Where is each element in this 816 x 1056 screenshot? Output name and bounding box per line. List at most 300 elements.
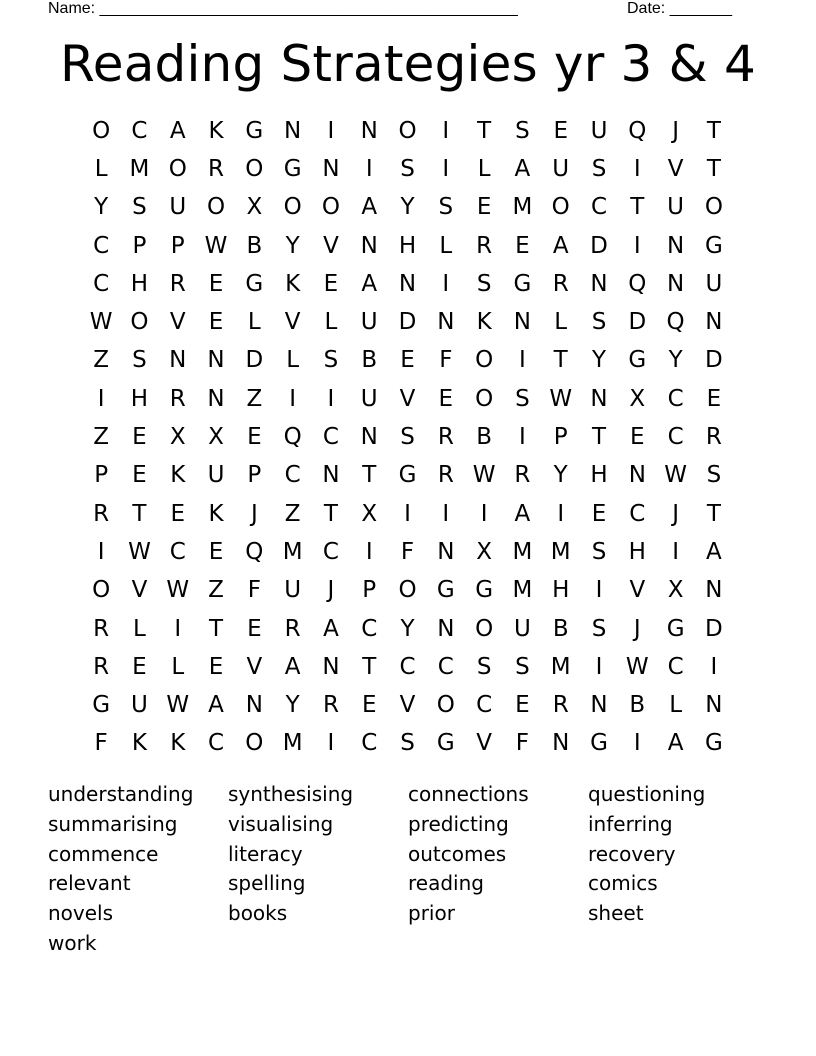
grid-letter[interactable]: P xyxy=(170,232,185,259)
grid-letter[interactable]: P xyxy=(132,232,147,259)
grid-letter[interactable]: Y xyxy=(553,462,568,489)
grid-letter[interactable]: S xyxy=(400,424,415,451)
grid-letter[interactable]: N xyxy=(666,232,685,259)
word-list-item: reading xyxy=(408,871,484,896)
grid-letter[interactable]: L xyxy=(94,155,108,182)
grid-letter[interactable]: O xyxy=(245,730,264,757)
grid-letter[interactable]: T xyxy=(591,424,607,451)
grid-letter[interactable]: R xyxy=(552,692,569,719)
grid-letter[interactable]: Q xyxy=(628,270,647,297)
grid-letter[interactable]: S xyxy=(515,117,530,144)
grid-letter[interactable]: Y xyxy=(668,347,683,374)
grid-letter[interactable]: R xyxy=(514,462,531,489)
name-field[interactable]: Name: _______________________________________________ xyxy=(48,0,518,17)
grid-letter[interactable]: W xyxy=(128,538,151,565)
grid-letter[interactable]: Z xyxy=(246,385,263,412)
grid-letter[interactable]: K xyxy=(170,730,186,757)
grid-letter[interactable]: R xyxy=(437,462,454,489)
grid-letter[interactable]: E xyxy=(630,424,645,451)
grid-letter[interactable]: K xyxy=(285,270,301,297)
grid-letter[interactable]: U xyxy=(169,194,187,221)
grid-letter[interactable]: A xyxy=(361,270,378,297)
grid-letter[interactable]: C xyxy=(131,117,148,144)
grid-letter[interactable]: D xyxy=(590,232,608,259)
grid-letter[interactable]: G xyxy=(628,347,647,374)
grid-letter[interactable]: O xyxy=(475,347,494,374)
grid-letter[interactable]: H xyxy=(130,270,149,297)
grid-letter[interactable]: K xyxy=(208,500,224,527)
grid-letter[interactable]: F xyxy=(400,538,415,565)
grid-letter[interactable]: T xyxy=(477,117,492,144)
word-list-item: sheet xyxy=(588,901,644,926)
grid-letter[interactable]: Q xyxy=(245,538,264,565)
grid-letter[interactable]: Q xyxy=(628,117,647,144)
grid-letter[interactable]: C xyxy=(93,270,110,297)
grid-letter[interactable]: N xyxy=(590,692,608,719)
grid-letter[interactable]: C xyxy=(361,615,378,642)
grid-letter[interactable]: I xyxy=(519,424,526,451)
grid-letter[interactable]: E xyxy=(706,385,722,412)
grid-letter[interactable]: G xyxy=(245,117,264,144)
grid-letter[interactable]: C xyxy=(590,194,608,221)
grid-letter[interactable]: O xyxy=(168,155,187,182)
grid-letter[interactable]: E xyxy=(247,615,262,642)
grid-letter[interactable]: A xyxy=(361,194,378,221)
grid-letter[interactable]: A xyxy=(667,730,684,757)
grid-letter[interactable]: Y xyxy=(285,692,300,719)
grid-letter[interactable]: C xyxy=(361,730,378,757)
grid-letter[interactable]: R xyxy=(284,615,301,642)
grid-letter[interactable]: U xyxy=(360,309,378,336)
grid-letter[interactable]: N xyxy=(284,117,302,144)
grid-letter[interactable]: O xyxy=(475,385,494,412)
grid-letter[interactable]: H xyxy=(552,577,570,604)
grid-letter[interactable]: X xyxy=(361,500,378,527)
word-list-item: commence xyxy=(48,841,159,866)
grid-letter[interactable]: I xyxy=(327,730,335,757)
grid-letter[interactable]: N xyxy=(705,577,723,604)
grid-letter[interactable]: J xyxy=(672,117,679,144)
grid-letter[interactable]: W xyxy=(89,309,113,336)
grid-letter[interactable]: V xyxy=(476,730,492,757)
grid-letter[interactable]: B xyxy=(629,692,646,719)
grid-letter[interactable]: I xyxy=(557,500,565,527)
grid-letter[interactable]: R xyxy=(169,270,186,297)
grid-letter[interactable]: C xyxy=(208,730,225,757)
grid-letter[interactable]: X xyxy=(208,424,224,451)
grid-letter[interactable]: T xyxy=(362,653,377,680)
word-list-item: questioning xyxy=(588,782,706,806)
date-field[interactable]: Date: _______ xyxy=(627,0,732,17)
grid-letter[interactable]: M xyxy=(282,730,303,757)
grid-letter[interactable]: Y xyxy=(94,194,109,221)
grid-letter[interactable]: E xyxy=(476,194,492,221)
grid-letter[interactable]: I xyxy=(442,500,450,527)
grid-letter[interactable]: O xyxy=(245,155,264,182)
grid-letter[interactable]: S xyxy=(132,194,147,221)
grid-letter[interactable]: S xyxy=(706,462,722,489)
grid-letter[interactable]: J xyxy=(633,615,641,642)
grid-letter[interactable]: B xyxy=(361,347,378,374)
grid-letter[interactable]: W xyxy=(664,462,687,489)
grid-letter[interactable]: V xyxy=(629,577,646,604)
grid-letter[interactable]: O xyxy=(398,117,417,144)
grid-letter[interactable]: V xyxy=(246,653,263,680)
grid-letter[interactable]: N xyxy=(322,653,340,680)
grid-letter[interactable]: C xyxy=(322,424,339,451)
grid-letter[interactable]: O xyxy=(475,615,494,642)
grid-letter[interactable]: I xyxy=(519,347,526,374)
grid-letter[interactable]: C xyxy=(667,385,684,412)
grid-letter[interactable]: G xyxy=(704,730,723,757)
grid-letter[interactable]: G xyxy=(666,615,685,642)
grid-letter[interactable]: F xyxy=(94,730,108,757)
grid-letter[interactable]: P xyxy=(362,577,377,604)
word-list-item: spelling xyxy=(228,871,306,896)
grid-letter[interactable]: R xyxy=(169,385,186,412)
grid-letter[interactable]: S xyxy=(132,347,147,374)
grid-letter[interactable]: N xyxy=(666,270,685,297)
grid-letter[interactable]: I xyxy=(174,615,182,642)
grid-letter[interactable]: R xyxy=(93,653,110,680)
grid-letter[interactable]: I xyxy=(595,577,603,604)
grid-letter[interactable]: G xyxy=(436,730,455,757)
grid-letter[interactable]: F xyxy=(247,577,261,604)
grid-letter[interactable]: L xyxy=(669,692,683,719)
grid-letter[interactable]: I xyxy=(327,385,335,412)
grid-letter[interactable]: O xyxy=(398,577,417,604)
grid-letter[interactable]: Z xyxy=(93,424,110,451)
grid-letter[interactable]: Y xyxy=(591,347,607,374)
grid-letter[interactable]: I xyxy=(442,155,450,182)
grid-letter[interactable]: I xyxy=(97,538,105,565)
grid-letter[interactable]: T xyxy=(323,500,338,527)
grid-letter[interactable]: S xyxy=(438,194,454,221)
grid-letter[interactable]: N xyxy=(322,462,340,489)
grid-letter[interactable]: W xyxy=(166,692,190,719)
grid-letter[interactable]: G xyxy=(513,270,532,297)
word-list-item: predicting xyxy=(408,811,509,836)
grid-letter[interactable]: V xyxy=(169,309,186,336)
grid-letter[interactable]: I xyxy=(442,117,450,144)
grid-letter[interactable]: A xyxy=(552,232,569,259)
grid-letter[interactable]: I xyxy=(97,385,105,412)
grid-letter[interactable]: N xyxy=(628,462,646,489)
grid-letter[interactable]: U xyxy=(284,577,302,604)
grid-letter[interactable]: O xyxy=(206,194,226,221)
grid-letter[interactable]: C xyxy=(667,653,684,680)
grid-letter[interactable]: U xyxy=(360,385,378,412)
grid-letter[interactable]: O xyxy=(130,309,149,336)
grid-letter[interactable]: U xyxy=(207,462,225,489)
grid-letter[interactable]: T xyxy=(553,347,568,374)
grid-letter[interactable]: I xyxy=(633,155,641,182)
grid-letter[interactable]: M xyxy=(512,577,533,604)
grid-letter[interactable]: O xyxy=(92,117,111,144)
grid-letter[interactable]: M xyxy=(512,194,533,221)
grid-letter[interactable]: W xyxy=(549,385,573,412)
word-list-item: connections xyxy=(408,782,529,806)
grid-letter[interactable]: L xyxy=(133,615,146,642)
grid-letter[interactable]: N xyxy=(437,309,455,336)
grid-letter[interactable]: N xyxy=(322,155,340,182)
grid-letter[interactable]: C xyxy=(399,653,416,680)
grid-letter[interactable]: L xyxy=(554,309,568,336)
grid-letter[interactable]: R xyxy=(437,424,454,451)
grid-letter[interactable]: X xyxy=(246,194,263,221)
grid-letter[interactable]: E xyxy=(515,232,530,259)
grid-letter[interactable]: K xyxy=(208,117,224,144)
grid-letter[interactable]: R xyxy=(322,692,339,719)
grid-letter[interactable]: O xyxy=(321,194,340,221)
grid-letter[interactable]: D xyxy=(705,615,723,642)
grid-letter[interactable]: T xyxy=(209,615,224,642)
grid-letter[interactable]: X xyxy=(629,385,646,412)
grid-letter[interactable]: N xyxy=(360,117,378,144)
grid-letter[interactable]: V xyxy=(323,232,339,259)
grid-letter[interactable]: R xyxy=(208,155,225,182)
grid-letter[interactable]: S xyxy=(476,653,492,680)
grid-letter[interactable]: H xyxy=(130,385,149,412)
grid-letter[interactable]: H xyxy=(628,538,646,565)
grid-letter[interactable]: N xyxy=(552,730,570,757)
grid-letter[interactable]: I xyxy=(365,538,373,565)
grid-letter[interactable]: T xyxy=(362,462,377,489)
grid-letter[interactable]: A xyxy=(706,538,722,565)
grid-letter[interactable]: V xyxy=(399,385,416,412)
grid-letter[interactable]: Z xyxy=(284,500,301,527)
grid-letter[interactable]: Z xyxy=(208,577,224,604)
grid-letter[interactable]: T xyxy=(706,117,721,144)
grid-letter[interactable]: E xyxy=(208,538,224,565)
grid-letter[interactable]: T xyxy=(132,500,147,527)
grid-letter[interactable]: C xyxy=(169,538,186,565)
grid-letter[interactable]: E xyxy=(361,692,377,719)
grid-letter[interactable]: E xyxy=(400,347,415,374)
grid-letter[interactable]: S xyxy=(591,309,607,336)
grid-letter[interactable]: L xyxy=(324,309,338,336)
grid-letter[interactable]: V xyxy=(131,577,148,604)
grid-letter[interactable]: I xyxy=(595,653,603,680)
grid-letter[interactable]: M xyxy=(129,155,150,182)
grid-letter[interactable]: E xyxy=(515,692,530,719)
grid-letter[interactable]: G xyxy=(590,730,608,757)
grid-letter[interactable]: F xyxy=(515,730,530,757)
grid-letter[interactable]: J xyxy=(672,500,679,527)
grid-letter[interactable]: E xyxy=(208,270,224,297)
grid-letter[interactable]: S xyxy=(591,538,607,565)
grid-letter[interactable]: I xyxy=(289,385,297,412)
grid-letter[interactable]: P xyxy=(553,424,568,451)
grid-letter[interactable]: I xyxy=(365,155,373,182)
grid-letter[interactable]: L xyxy=(477,155,491,182)
grid-letter[interactable]: T xyxy=(706,500,721,527)
grid-letter[interactable]: U xyxy=(705,270,723,297)
grid-letter[interactable]: A xyxy=(208,692,224,719)
grid-letter[interactable]: I xyxy=(442,270,450,297)
grid-letter[interactable]: L xyxy=(247,309,261,336)
grid-letter[interactable]: I xyxy=(633,730,641,757)
grid-letter[interactable]: N xyxy=(207,347,225,374)
grid-letter[interactable]: S xyxy=(515,653,530,680)
grid-letter[interactable]: X xyxy=(169,424,186,451)
grid-letter[interactable]: Q xyxy=(666,309,685,336)
grid-letter[interactable]: F xyxy=(439,347,453,374)
grid-letter[interactable]: W xyxy=(166,577,190,604)
grid-letter[interactable]: R xyxy=(93,615,110,642)
grid-letter[interactable]: O xyxy=(436,692,455,719)
grid-letter[interactable]: E xyxy=(553,117,568,144)
grid-letter[interactable]: C xyxy=(437,653,454,680)
grid-letter[interactable]: B xyxy=(246,232,263,259)
grid-letter[interactable]: R xyxy=(705,424,722,451)
grid-letter[interactable]: H xyxy=(590,462,608,489)
grid-letter[interactable]: W xyxy=(625,653,649,680)
grid-letter[interactable]: W xyxy=(472,462,496,489)
grid-letter[interactable]: O xyxy=(551,194,570,221)
grid-letter[interactable]: K xyxy=(476,309,492,336)
grid-letter[interactable]: R xyxy=(93,500,110,527)
grid-letter[interactable]: C xyxy=(284,462,301,489)
grid-letter[interactable]: O xyxy=(92,577,111,604)
word-list-item: synthesising xyxy=(228,782,354,806)
grid-letter[interactable]: V xyxy=(667,155,684,182)
grid-letter[interactable]: E xyxy=(132,462,147,489)
grid-letter[interactable]: E xyxy=(438,385,454,412)
grid-letter[interactable]: A xyxy=(169,117,186,144)
grid-letter[interactable]: I xyxy=(710,653,718,680)
grid-letter[interactable]: Q xyxy=(283,424,302,451)
grid-letter[interactable]: D xyxy=(628,309,647,336)
grid-letter[interactable]: I xyxy=(404,500,411,527)
grid-letter[interactable]: G xyxy=(704,232,723,259)
grid-letter[interactable]: L xyxy=(171,653,185,680)
grid-letter[interactable]: W xyxy=(204,232,228,259)
grid-letter[interactable]: A xyxy=(514,500,531,527)
grid-letter[interactable]: L xyxy=(286,347,300,374)
grid-letter[interactable]: I xyxy=(327,117,335,144)
grid-letter[interactable]: I xyxy=(480,500,488,527)
grid-letter[interactable]: I xyxy=(633,232,641,259)
grid-letter[interactable]: C xyxy=(629,500,646,527)
grid-letter[interactable]: S xyxy=(400,730,415,757)
grid-letter[interactable]: S xyxy=(515,385,530,412)
grid-letter[interactable]: D xyxy=(705,347,723,374)
grid-letter[interactable]: D xyxy=(245,347,264,374)
grid-letter[interactable]: N xyxy=(590,270,608,297)
grid-letter[interactable]: O xyxy=(704,194,723,221)
grid-letter[interactable]: A xyxy=(284,653,301,680)
grid-letter[interactable]: G xyxy=(398,462,417,489)
grid-letter[interactable]: T xyxy=(630,194,645,221)
grid-letter[interactable]: D xyxy=(398,309,417,336)
grid-letter[interactable]: N xyxy=(513,309,532,336)
grid-letter[interactable]: R xyxy=(476,232,493,259)
grid-letter[interactable]: E xyxy=(323,270,339,297)
grid-letter[interactable]: N xyxy=(705,309,723,336)
grid-letter[interactable]: M xyxy=(282,538,303,565)
grid-letter[interactable]: Y xyxy=(400,194,415,221)
grid-letter[interactable]: M xyxy=(512,538,533,565)
grid-letter[interactable]: H xyxy=(398,232,417,259)
grid-letter[interactable]: E xyxy=(247,424,262,451)
grid-letter[interactable]: J xyxy=(327,577,335,604)
grid-letter[interactable]: Z xyxy=(93,347,110,374)
grid-letter[interactable]: X xyxy=(667,577,684,604)
grid-letter[interactable]: L xyxy=(439,232,453,259)
grid-letter[interactable]: G xyxy=(92,692,111,719)
grid-letter[interactable]: N xyxy=(360,232,378,259)
grid-letter[interactable]: S xyxy=(323,347,339,374)
grid-letter[interactable]: B xyxy=(552,615,569,642)
grid-letter[interactable]: A xyxy=(514,155,531,182)
grid-letter[interactable]: P xyxy=(94,462,109,489)
grid-letter[interactable]: V xyxy=(284,309,301,336)
grid-letter[interactable]: K xyxy=(170,462,186,489)
grid-letter[interactable]: N xyxy=(398,270,417,297)
grid-letter[interactable]: U xyxy=(590,117,608,144)
word-list-item: summarising xyxy=(48,811,178,836)
grid-letter[interactable]: N xyxy=(590,385,608,412)
grid-letter[interactable]: E xyxy=(132,424,147,451)
grid-letter[interactable]: C xyxy=(476,692,493,719)
grid-letter[interactable]: Y xyxy=(285,232,300,259)
grid-letter[interactable]: C xyxy=(93,232,110,259)
grid-letter[interactable]: E xyxy=(132,653,147,680)
grid-letter[interactable]: O xyxy=(283,194,302,221)
grid-letter[interactable]: G xyxy=(245,270,264,297)
grid-letter[interactable]: C xyxy=(322,538,339,565)
grid-letter[interactable]: Y xyxy=(400,615,415,642)
grid-letter[interactable]: U xyxy=(513,615,531,642)
grid-letter[interactable]: N xyxy=(437,538,455,565)
grid-letter[interactable]: S xyxy=(591,615,607,642)
grid-letter[interactable]: N xyxy=(705,692,723,719)
grid-letter[interactable]: N xyxy=(207,385,225,412)
grid-letter[interactable]: U xyxy=(667,194,685,221)
grid-letter[interactable]: N xyxy=(245,692,263,719)
grid-letter[interactable]: I xyxy=(672,538,679,565)
grid-letter[interactable]: B xyxy=(476,424,492,451)
grid-letter[interactable]: X xyxy=(476,538,492,565)
grid-letter[interactable]: U xyxy=(552,155,570,182)
grid-letter[interactable]: K xyxy=(131,730,147,757)
grid-letter[interactable]: E xyxy=(591,500,607,527)
grid-letter[interactable]: P xyxy=(247,462,262,489)
grid-letter[interactable]: A xyxy=(323,615,339,642)
grid-letter[interactable]: G xyxy=(475,577,494,604)
grid-letter[interactable]: E xyxy=(208,653,224,680)
grid-letter[interactable]: G xyxy=(283,155,302,182)
grid-letter[interactable]: V xyxy=(399,692,416,719)
grid-letter[interactable]: G xyxy=(436,577,455,604)
grid-letter[interactable]: M xyxy=(550,653,571,680)
grid-letter[interactable]: T xyxy=(706,155,721,182)
grid-letter[interactable]: S xyxy=(476,270,492,297)
grid-letter[interactable]: C xyxy=(667,424,684,451)
grid-letter[interactable]: R xyxy=(552,270,569,297)
grid-letter[interactable]: U xyxy=(131,692,148,719)
grid-letter[interactable]: N xyxy=(437,615,455,642)
grid-letter[interactable]: M xyxy=(550,538,571,565)
grid-letter[interactable]: E xyxy=(208,309,224,336)
grid-letter[interactable]: N xyxy=(360,424,378,451)
grid-letter[interactable]: S xyxy=(400,155,415,182)
grid-letter[interactable]: E xyxy=(170,500,186,527)
grid-letter[interactable]: N xyxy=(169,347,187,374)
grid-letter[interactable]: J xyxy=(250,500,258,527)
grid-letter[interactable]: S xyxy=(591,155,607,182)
